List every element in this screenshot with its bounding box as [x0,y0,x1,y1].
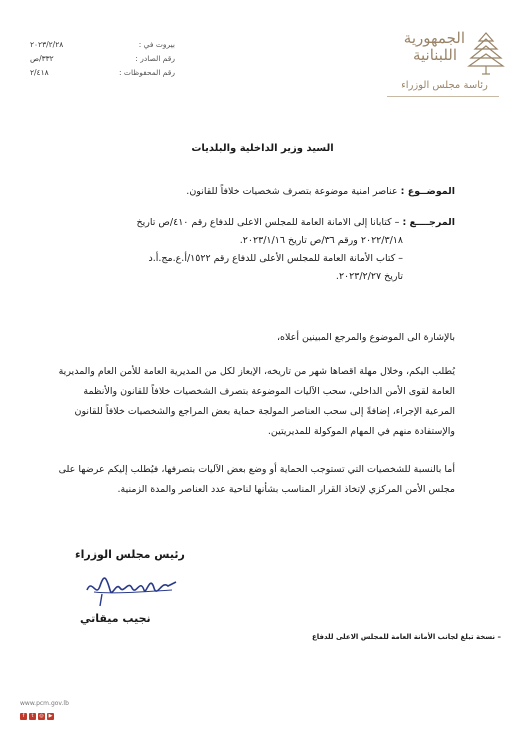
social-icons [20,713,54,720]
letterhead-emblem [377,26,507,106]
website-link[interactable]: www.pcm.gov.lb [20,700,69,707]
filing-value: ٢/٤١٨ [30,68,49,77]
number-value: ٣٣٢/ص [30,54,54,63]
number-row [30,52,175,66]
reference-block [60,214,455,286]
facebook-icon[interactable]: f [20,713,27,720]
body-paragraph-3: أما بالنسبة للشخصيات التي تستوجب الحماية أو وضع بعض الآليات بتصرفها، فيُطلب إليكم عرضها على مجلس الأمن المركزي لإتخاذ القرار المناسب بشأنها لناحية عدد العناصر والمدة الزمنية. [58,464,455,495]
signatory-name: نجيب ميقاتي [80,612,151,625]
reference-item-2-line-1: – كتاب الأمانة العامة للمجلس الأعلى للدفاع رقم ١٥٢٢/أ.ع.مج.أ.د [148,253,403,264]
handwritten-signature [82,568,182,608]
date-label: بيروت في : [138,40,175,49]
copy-notice: – نسخة تبلغ لجانب الأمانة العامة للمجلس الاعلى للدفاع [312,633,501,641]
youtube-icon[interactable]: ▶ [48,713,53,719]
emblem-subtitle: رئاسة مجلس الوزراء [401,80,488,91]
date-row [30,38,175,52]
reference-item-1-line-1 [60,214,455,232]
subject [75,186,455,197]
filing-label: رقم المحفوظات : [118,68,175,77]
cedar-icon [467,30,505,76]
addressee: السيد وزير الداخلية والبلديات [191,143,334,154]
reference-item-1-text: – كتابانا إلى الامانة العامة للمجلس الاعلى للدفاع رقم ٤١٠/ص تاريخ [136,217,400,228]
number-label: رقم الصادر : [135,54,175,63]
subject-text: عناصر امنية موضوعة بتصرف شخصيات خلافاً للقانون. [186,186,398,197]
instagram-icon[interactable]: ◎ [39,713,44,719]
filing-row [30,66,175,80]
reference-item-1-line-2: ٢٠٢٢/٣/١٨ ورقم ٣٦/ص تاريخ ٢٠٢٣/١/١٦. [239,235,403,246]
reference-label: المرجــــع : [402,217,455,228]
subject-label: الموضــوع : [400,186,455,197]
body-paragraph-1: بالإشارة الى الموضوع والمرجع المبينين أعلاه، [276,332,455,343]
date-value: ٢٠٢٣/٢/٢٨ [30,40,64,49]
twitter-icon[interactable]: t [29,713,36,720]
emblem-divider [387,96,499,97]
emblem-title: الجمهورية اللبنانية [403,29,465,64]
signatory-title: رئيس مجلس الوزراء [75,548,185,561]
document-meta [30,38,175,80]
body-paragraph-2: يُطلب اليكم، وخلال مهلة اقصاها شهر من تاريخه، الإيعاز لكل من المديرية العامة للأمن العام والمديرية العامة لقوى الأمن الداخلي، سحب الآليات الموضوعة بتصرف الشخصيات خلافاً للقانون والأنظمة المرعية الإجراء، إضافةً إلى سحب العناصر المولجة حماية بعض المراجع والشخصيات خلافاً للقانون والإستفادة منهم في المهام الموكولة للمديريتين. [58,366,455,437]
reference-item-2-line-2: تاريخ ٢٠٢٣/٢/٢٧. [335,271,403,282]
